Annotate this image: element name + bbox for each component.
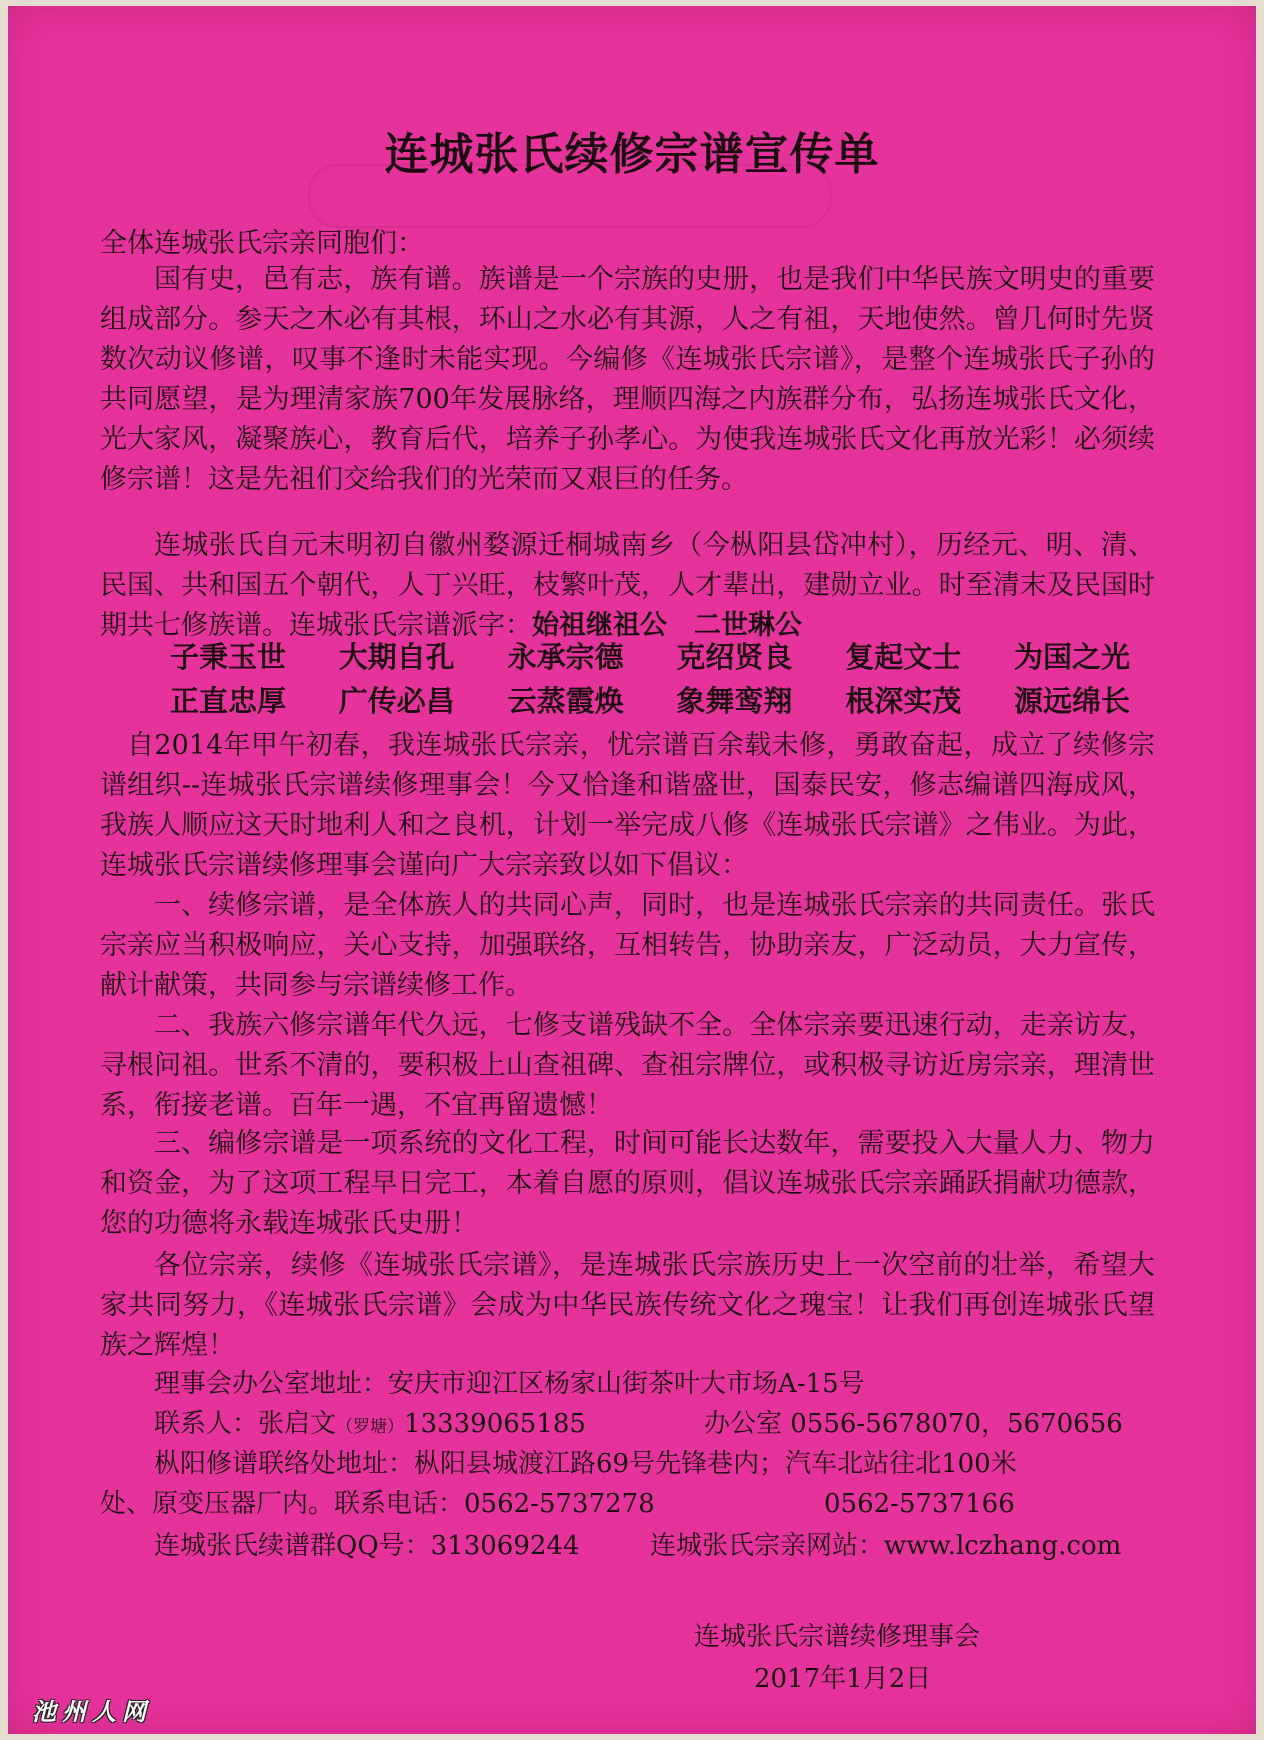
proposal-three: 三、编修宗谱是一项系统的文化工程，时间可能长达数年，需要投入大量人力、物力和资金，为了这项工程早日完工，本着自愿的原则，倡议连城张氏宗亲踊跃捐献功德款，您的功德将永载连城张氏史册！ <box>100 1128 1155 1239</box>
pai-zi-item: 子秉玉世 <box>170 640 287 674</box>
pai-zi-item: 正直忠厚 <box>170 684 287 718</box>
pai-zi-intro: 始祖继祖公 二世琳公 <box>532 610 802 641</box>
signature-date: 2017年1月2日 <box>754 1664 932 1694</box>
zongyang-phone-2: 0562-5737166 <box>824 1489 1015 1519</box>
watermark-logo: 池州人网 <box>32 1698 152 1726</box>
proposal-two: 二、我族六修宗谱年代久远，七修支谱残缺不全。全体宗亲要迅速行动，走亲访友，寻根问祖。世系不清的，要积极上山查祖碑、查祖宗牌位，或积极寻访近房宗亲，理清世系，衔接老谱。百年一遇，不宜再留遗憾！ <box>100 1010 1155 1121</box>
pai-zi-row-1 <box>170 635 1130 676</box>
zongyang-address-line2: 处、原变压器厂内。联系电话：0562-5737278 <box>100 1489 655 1519</box>
pai-zi-item: 复起文士 <box>845 640 962 674</box>
proposal-one: 一、续修宗谱，是全体族人的共同心声，同时，也是连城张氏宗亲的共同责任。张氏宗亲应当积极响应，关心支持，加强联络，互相转告，协助亲友，广泛动员，大力宣传，献计献策，共同参与宗谱续修工作。 <box>100 890 1155 1001</box>
flyer-sheet <box>8 6 1256 1734</box>
website: 连城张氏宗亲网站：www.lczhang.com <box>650 1531 1122 1561</box>
contact-person-label: 联系人：张启文 <box>154 1409 337 1439</box>
pai-zi-row-2 <box>170 679 1130 720</box>
contact-phone: 13339065185 <box>404 1409 586 1439</box>
signature-org: 连城张氏宗谱续修理事会 <box>694 1622 981 1652</box>
paragraph-initiative: 自2014年甲午初春，我连城张氏宗亲，忧宗谱百余载未修，勇敢奋起，成立了续修宗谱组织--连城张氏宗谱续修理事会！今又恰逢和谐盛世，国泰民安，修志编谱四海成风，我族人顺应这天时地利人和之良机，计划一举完成八修《连城张氏宗谱》之伟业。为此，连城张氏宗谱续修理事会谨向广大宗亲致以如下倡议： <box>100 730 1155 881</box>
qq-group: 连城张氏续谱群QQ号：313069244 <box>154 1531 580 1561</box>
pai-zi-item: 永承宗德 <box>507 640 624 674</box>
paragraph-intro: 国有史，邑有志，族有谱。族谱是一个宗族的史册，也是我们中华民族文明史的重要组成部分。参天之木必有其根，环山之水必有其源，人之有祖，天地使然。曾几何时先贤数次动议修谱，叹事不逢时未能实现。今编修《连城张氏宗谱》，是整个连城张氏子孙的共同愿望，是为理清家族700年发展脉络，理顺四海之内族群分布，弘扬连城张氏文化，光大家风，凝聚族心，教育后代，培养子孙孝心。为使我连城张氏文化再放光彩！必须续修宗谱！这是先祖们交给我们的光荣而又艰巨的任务。 <box>100 264 1155 495</box>
pai-zi-item: 根深实茂 <box>845 684 962 718</box>
pai-zi-item: 大期自孔 <box>338 640 455 674</box>
pai-zi-item: 为国之光 <box>1013 640 1130 674</box>
paragraph-history <box>100 526 1155 646</box>
office-address: 理事会办公室地址：安庆市迎江区杨家山街茶叶大市场A-15号 <box>154 1369 865 1399</box>
page-title: 连城张氏续修宗谱宣传单 <box>384 129 880 180</box>
pai-zi-item: 源远绵长 <box>1013 684 1130 718</box>
pai-zi-item: 克绍贤良 <box>676 640 793 674</box>
history-text: 连城张氏自元末明初自徽州婺源迁桐城南乡（今枞阳县岱冲村），历经元、明、清、民国、共和国五个朝代，人丁兴旺，枝繁叶茂，人才辈出，建勋立业。时至清末及民国时期共七修族谱。连城张氏宗谱派字： <box>100 530 1155 641</box>
pai-zi-item: 云蒸霞焕 <box>507 684 624 718</box>
office-phone: 办公室 0556-5678070，5670656 <box>704 1409 1123 1439</box>
contact-person-note: （罗塘） <box>336 1417 405 1437</box>
zongyang-address-line1: 枞阳修谱联络处地址：枞阳县城渡江路69号先锋巷内；汽车北站往北100米 <box>154 1449 1017 1479</box>
pai-zi-item: 象舞鸾翔 <box>676 684 793 718</box>
contact-person <box>154 1404 586 1447</box>
pai-zi-item: 广传必昌 <box>338 684 455 718</box>
paragraph-closing: 各位宗亲，续修《连城张氏宗谱》，是连城张氏宗族历史上一次空前的壮举，希望大家共同努力，《连城张氏宗谱》会成为中华民族传统文化之瑰宝！让我们再创连城张氏望族之辉煌！ <box>100 1250 1155 1361</box>
salutation: 全体连城张氏宗亲同胞们： <box>100 228 424 259</box>
